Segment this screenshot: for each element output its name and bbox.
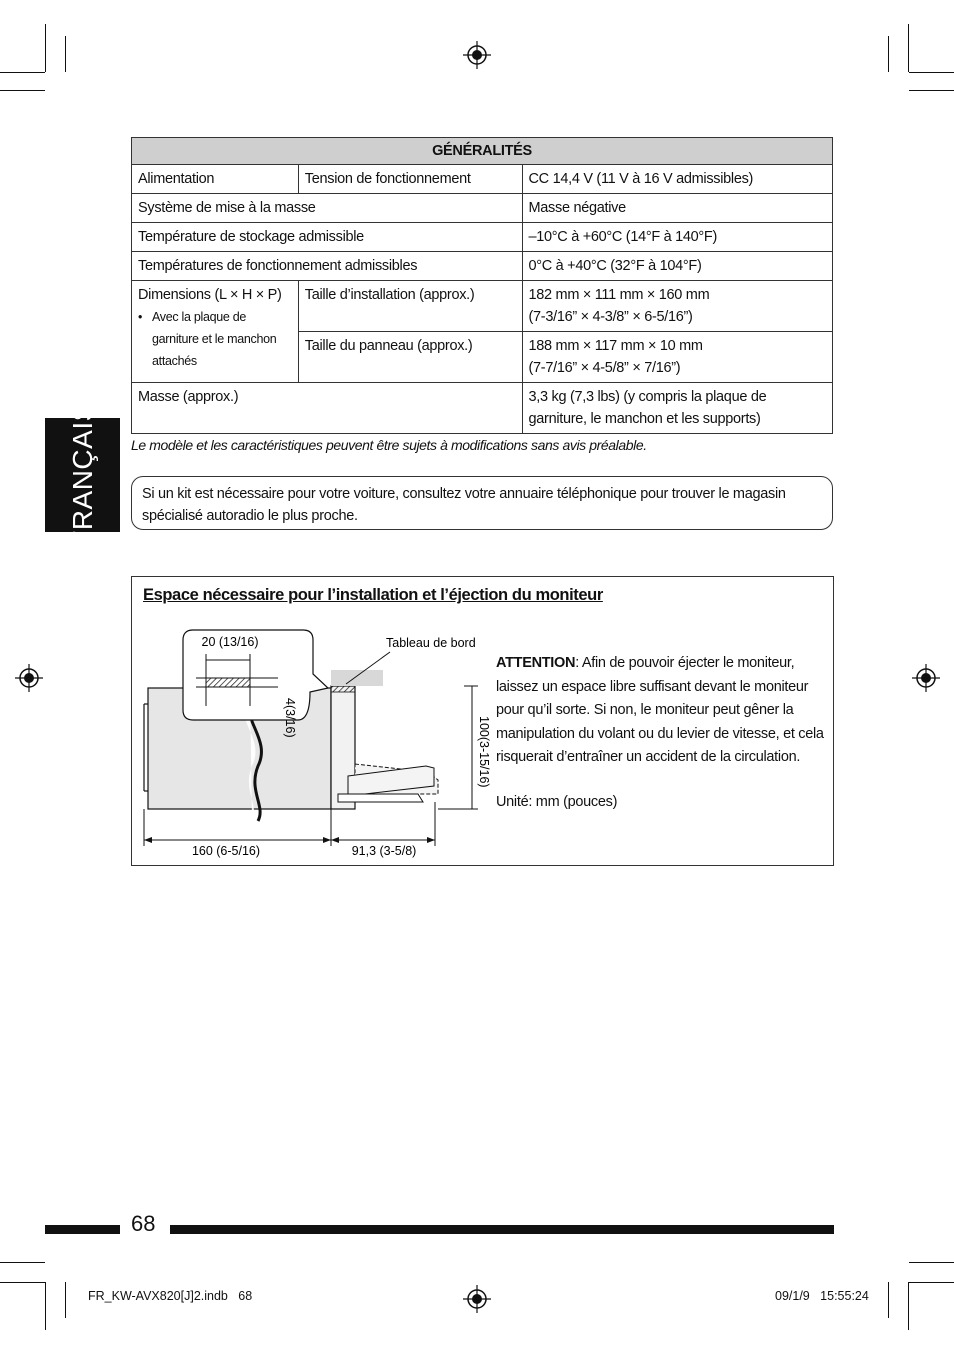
- table-row: [132, 194, 833, 223]
- spec-value: CC 14,4 V (11 V à 16 V admissibles): [522, 165, 832, 194]
- specifications-table: [131, 137, 833, 434]
- spec-sublabel: Tension de fonctionnement: [298, 165, 522, 194]
- spec-label: Température de stockage admissible: [132, 223, 523, 252]
- footer-timestamp: 09/1/9 15:55:24: [775, 1289, 869, 1303]
- spec-label: Températures de fonctionnement admissibles: [132, 252, 523, 281]
- table-row: [132, 281, 833, 332]
- disclaimer-note: Le modèle et les caractéristiques peuvent être sujets à modifications sans avis préalable.: [131, 437, 647, 453]
- spec-label: Dimensions (L × H × P): [138, 287, 282, 303]
- unit-label: Unité: mm (pouces): [496, 794, 618, 810]
- page-bar-left: [45, 1225, 120, 1234]
- spec-value: 0°C à +40°C (32°F à 104°F): [522, 252, 832, 281]
- spec-sublabel: Taille du panneau (approx.): [298, 332, 522, 383]
- zoom-height-label: 4(3/16): [283, 698, 297, 738]
- kit-notice-box: Si un kit est nécessaire pour votre voiture, consultez votre annuaire téléphonique pour trouver le magasin spécialisé autoradio le plus proche.: [131, 476, 833, 530]
- spec-label: Alimentation: [132, 165, 299, 194]
- spec-value: –10°C à +60°C (14°F à 140°F): [522, 223, 832, 252]
- footer-filename: FR_KW-AVX820[J]2.indb 68: [88, 1289, 253, 1303]
- registration-mark-icon: [15, 664, 43, 692]
- attention-label: ATTENTION: [496, 655, 576, 671]
- spec-value: 3,3 kg (7,3 lbs) (y compris la plaque de garniture, le manchon et les supports): [522, 383, 832, 434]
- attention-text: [496, 652, 826, 770]
- zoom-hatch: [206, 678, 250, 687]
- front-dimension-label: 91,3 (3-5/8): [351, 844, 417, 858]
- spec-label: Masse (approx.): [132, 383, 523, 434]
- language-label: FRANÇAIS: [66, 402, 98, 548]
- page-number: 68: [131, 1211, 156, 1236]
- dashboard-label: Tableau de bord: [386, 636, 476, 650]
- spec-value: 182 mm × 111 mm × 160 mm: [528, 287, 710, 303]
- dashboard-hatch: [331, 686, 355, 692]
- registration-mark-icon: [463, 41, 491, 69]
- attention-body: : Afin de pouvoir éjecter le moniteur, laissez un espace libre suffisant devant le moniteur pour qu’il sorte. Si non, le moniteur peut gêner la manipulation du volant ou du levier de vitesse, et cela risquerait d’entraîner un accident de la circulation.: [496, 655, 824, 765]
- spec-sublabel: Taille d’installation (approx.): [298, 281, 522, 332]
- spec-value-cell: [522, 281, 832, 332]
- spec-label-cell: [132, 281, 299, 383]
- spec-value-cell: [522, 332, 832, 383]
- spec-note: • Avec la plaque de garniture et le manchon attachés: [138, 306, 292, 372]
- spec-label: Système de mise à la masse: [132, 194, 523, 223]
- zoom-width-label: 20 (13/16): [201, 635, 259, 649]
- spec-value: Masse négative: [522, 194, 832, 223]
- registration-mark-icon: [463, 1285, 491, 1313]
- section-title: Espace nécessaire pour l’installation et l’éjection du moniteur: [143, 586, 603, 604]
- page-bar-right: [170, 1225, 834, 1234]
- table-row: [132, 383, 833, 434]
- language-side-tab: [45, 402, 120, 548]
- depth-dimension-label: 160 (6-5/16): [191, 844, 261, 858]
- table-row: [132, 165, 833, 194]
- table-row: [132, 252, 833, 281]
- spec-value: (7-3/16” × 4-3/8” × 6-5/16”): [528, 309, 693, 325]
- registration-mark-icon: [912, 664, 940, 692]
- table-header: GÉNÉRALITÉS: [132, 138, 833, 165]
- spec-value: 188 mm × 117 mm × 10 mm: [528, 338, 703, 354]
- table-row: [132, 223, 833, 252]
- dashboard-surface: [331, 670, 383, 686]
- spec-value: (7-7/16” × 4-5/8” × 7/16”): [528, 360, 681, 376]
- installation-diagram: [138, 626, 491, 862]
- height-dimension-label: 100(3-15/16): [477, 716, 491, 788]
